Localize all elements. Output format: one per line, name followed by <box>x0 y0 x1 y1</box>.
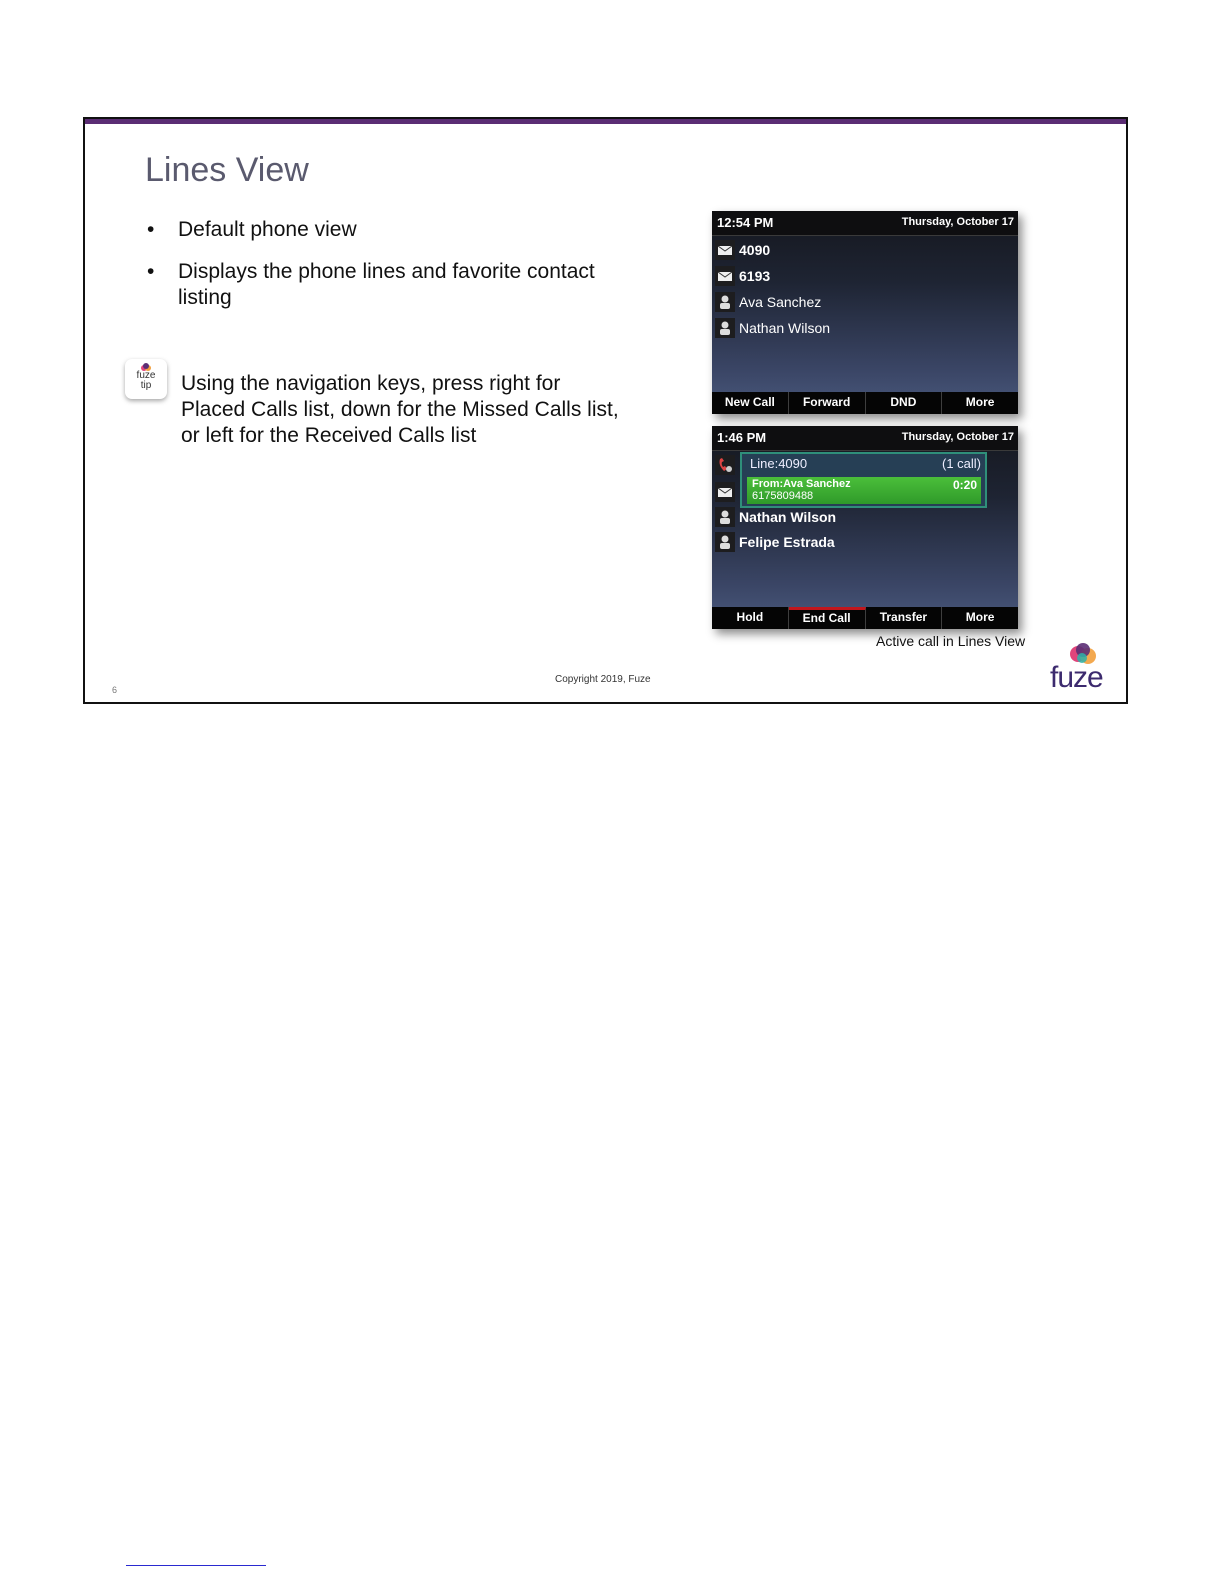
caller-number: 6175809488 <box>752 490 814 502</box>
softkey-forward[interactable]: Forward <box>789 392 866 414</box>
line-row[interactable] <box>712 239 1012 261</box>
slide-title: Lines View <box>145 151 309 189</box>
active-call-popup[interactable] <box>740 452 987 508</box>
contact-label: Nathan Wilson <box>739 320 831 336</box>
bullet-item: • Displays the phone lines and favorite contact listing <box>145 259 605 311</box>
page-number: 6 <box>112 685 118 695</box>
phone-time: 1:46 PM <box>717 430 767 445</box>
softkey-dnd[interactable]: DND <box>866 392 943 414</box>
softkey-new-call[interactable]: New Call <box>712 392 789 414</box>
slide <box>83 117 1128 704</box>
envelope-icon <box>715 240 735 260</box>
contact-label: Ava Sanchez <box>739 294 822 310</box>
softkey-end-call[interactable]: End Call <box>789 607 866 629</box>
fuze-logo-text: fuze <box>1050 661 1103 694</box>
envelope-icon <box>715 482 735 502</box>
contact-row[interactable] <box>712 506 1012 528</box>
bullet-list <box>145 217 605 327</box>
contact-icon <box>715 507 735 527</box>
phone-date: Thursday, October 17 <box>901 431 1014 443</box>
softkey-hold[interactable]: Hold <box>712 607 789 629</box>
contact-row[interactable] <box>712 291 1012 313</box>
phone-screen-idle <box>712 211 1018 414</box>
softkey-more[interactable]: More <box>965 610 995 624</box>
phone-status-bar <box>712 211 1018 236</box>
slide-accent-bar <box>85 119 1126 124</box>
caller-from: From:Ava Sanchez <box>752 478 851 490</box>
fuze-tip-badge <box>125 359 167 399</box>
contact-row[interactable] <box>712 317 1012 339</box>
contact-icon <box>715 532 735 552</box>
tip-text: Using the navigation keys, press right for Placed Calls list, down for the Missed Calls list, or left for the Received Calls list <box>181 372 619 447</box>
softkey-transfer[interactable]: Transfer <box>866 607 943 629</box>
active-call-bar[interactable] <box>747 477 981 504</box>
fuze-tip-label: fuze tip <box>136 370 156 391</box>
line-label: 6193 <box>739 268 771 284</box>
copyright: Copyright 2019, Fuze <box>555 674 651 685</box>
softkey-more[interactable]: More <box>965 395 995 409</box>
phone-time: 12:54 PM <box>717 215 774 230</box>
softkey-bar <box>712 607 1018 629</box>
phone-date: Thursday, October 17 <box>901 216 1014 228</box>
softkey-bar <box>712 392 1018 414</box>
call-duration: 0:20 <box>952 478 977 492</box>
footer-rule <box>126 1565 266 1566</box>
envelope-icon <box>715 266 735 286</box>
line-row[interactable] <box>712 265 1012 287</box>
contact-icon <box>715 292 735 312</box>
fuze-logo <box>1050 641 1115 699</box>
call-line: Line:4090 <box>750 456 808 471</box>
contact-icon <box>715 318 735 338</box>
figure-caption: Active call in Lines View <box>876 633 1026 649</box>
phone-status-bar <box>712 426 1018 451</box>
contact-row[interactable] <box>712 531 1012 553</box>
contact-label: Nathan Wilson <box>739 509 837 525</box>
bullet-item: • Default phone view <box>145 217 605 243</box>
line-label: 4090 <box>739 242 771 258</box>
phone-screen-active-call <box>712 426 1018 629</box>
call-count: (1 call) <box>941 456 981 471</box>
contact-label: Felipe Estrada <box>739 534 835 550</box>
handset-icon <box>715 455 735 475</box>
